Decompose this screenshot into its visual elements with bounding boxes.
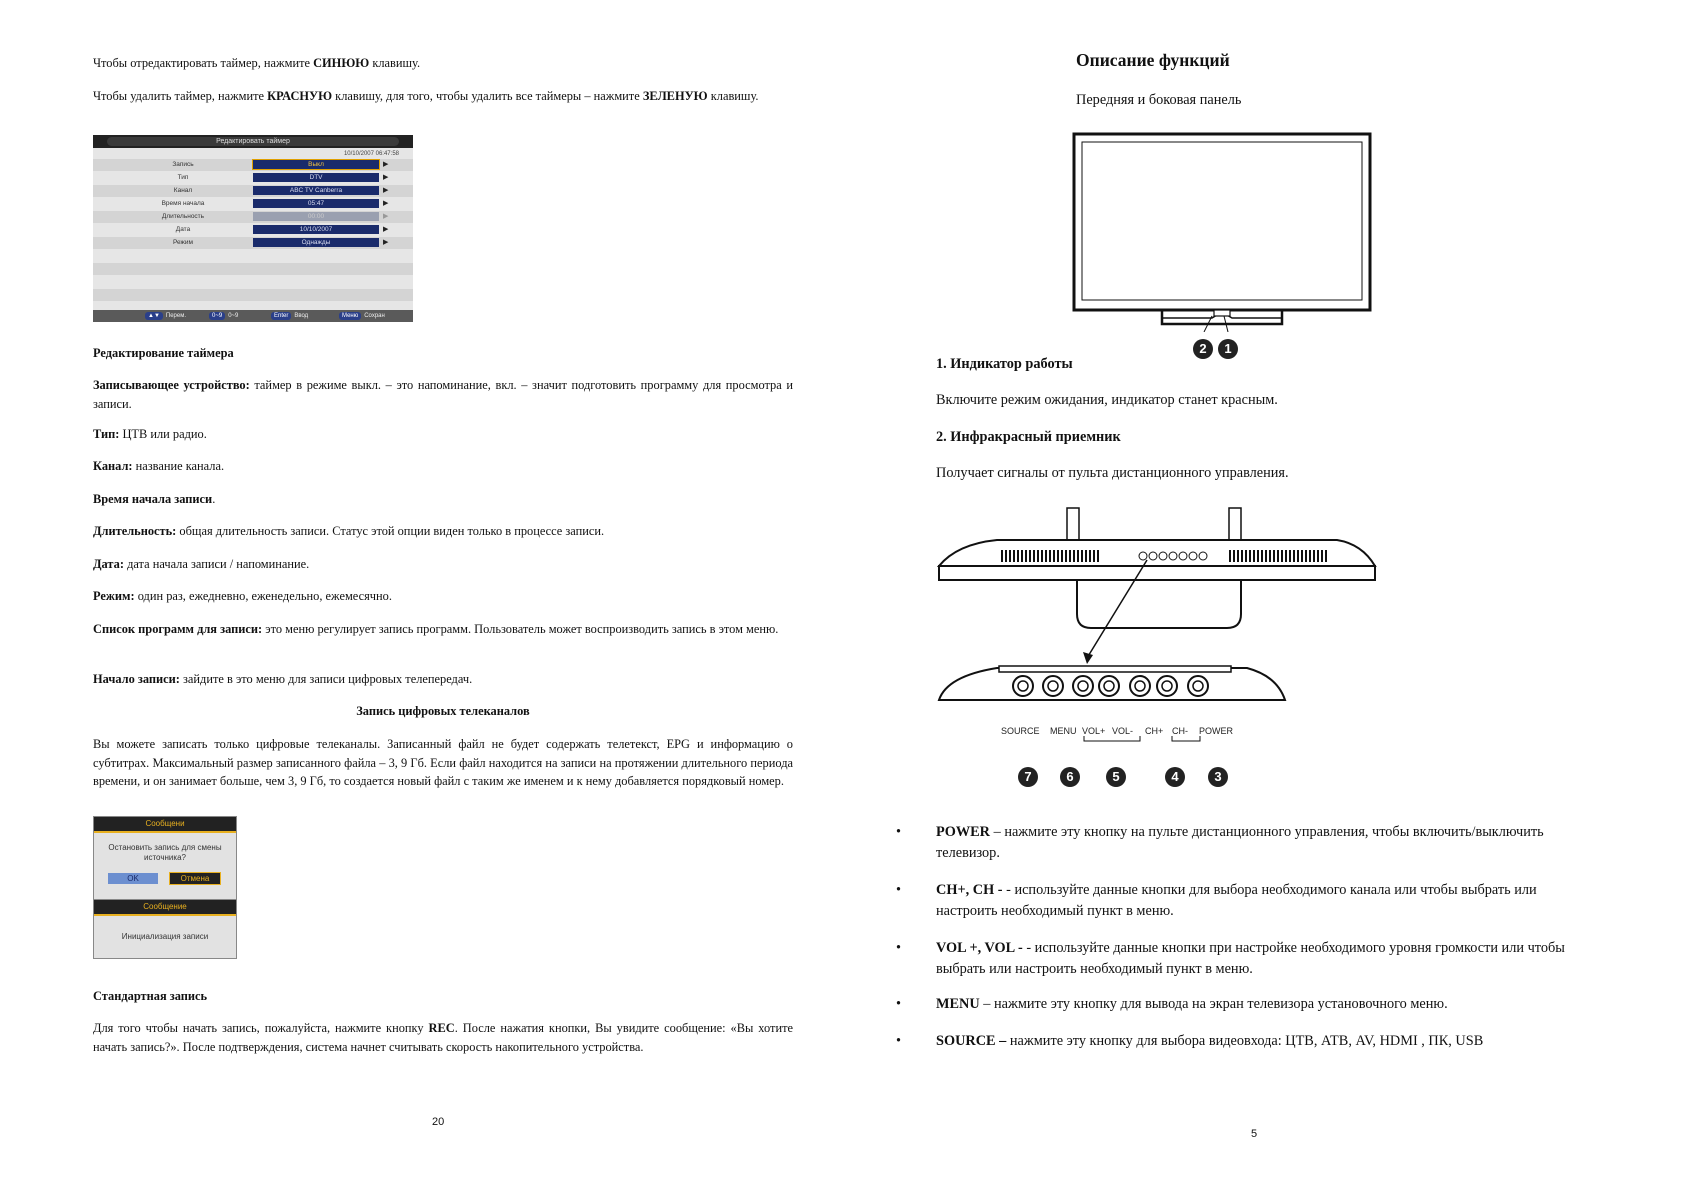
osd-row-label: Режим	[172, 239, 194, 246]
osd-row-value: 10/10/2007	[253, 225, 379, 234]
heading-standard-recording: Стандартная запись	[93, 989, 208, 1003]
osd-row-label: Длительность	[161, 213, 205, 220]
item-recorder: Записывающее устройство: таймер в режиме выкл. – это напоминание, вкл. – значит подготовить программу для просмотра и записи.	[93, 378, 793, 411]
arrow-right-icon: ▶	[383, 174, 389, 181]
osd-row	[93, 198, 413, 210]
dialog-message: Инициализация записи	[121, 932, 209, 941]
heading-ir-receiver: 2. Инфракрасный приемник	[936, 429, 1121, 445]
callout-2: 2	[1193, 339, 1213, 359]
page-title: Описание функций	[1076, 50, 1230, 70]
item-type: Тип: ЦТВ или радио.	[93, 427, 207, 441]
osd-row-value: ABC TV Canberra	[253, 186, 379, 195]
osd-row-value: 05:47	[253, 199, 379, 208]
bullet-icon: •	[896, 824, 902, 840]
osd-row-label: Время начала	[161, 200, 205, 207]
init-recording-dialog	[93, 899, 237, 959]
callout-3: 3	[1208, 767, 1228, 787]
arrow-right-icon: ▶	[383, 239, 389, 246]
footer-save: Меню Сохран	[339, 312, 385, 320]
dialog-buttons	[94, 873, 236, 887]
osd-row-label: Тип	[177, 174, 189, 181]
cancel-button[interactable]: Отмена	[170, 873, 220, 884]
label-power: POWER	[1199, 726, 1234, 736]
bullet-power: • POWER – нажмите эту кнопку на пульте дистанционного управления, чтобы включить/выключить телевизор.	[896, 824, 1544, 861]
footer-digits: 0~9 0~9	[209, 312, 238, 320]
osd-row	[93, 185, 413, 197]
dialog-title: Сообщени	[94, 817, 236, 833]
osd-row-label: Запись	[172, 161, 194, 168]
item-duration: Длительность: общая длительность записи. Статус этой опции виден только в процессе записи.	[93, 524, 605, 538]
osd-row	[93, 159, 413, 171]
footer-enter: Enter Ввод	[271, 312, 308, 320]
arrow-right-icon: ▶	[383, 226, 389, 233]
bullet-icon: •	[896, 882, 902, 898]
paragraph-standard-recording: Для того чтобы начать запись, пожалуйста, нажмите кнопку REC. После нажатия кнопки, Вы увидите сообщение: «Вы хотите начать запись?». После подтверждения, система начнет считывать скорость накопительного устройства.	[93, 1021, 793, 1054]
item-mode: Режим: один раз, ежедневно, еженедельно, ежемесячно.	[93, 589, 392, 603]
osd-empty-row	[93, 289, 413, 301]
item-date: Дата: дата начала записи / напоминание.	[93, 557, 310, 571]
ok-button[interactable]: OK	[108, 873, 158, 884]
paragraph-delete-timer: Чтобы удалить таймер, нажмите КРАСНУЮ клавишу, для того, чтобы удалить все таймеры – нажмите ЗЕЛЕНУЮ клавишу.	[93, 89, 759, 103]
osd-datetime: 10/10/2007 06:47:58	[343, 151, 399, 157]
osd-empty-row	[93, 276, 413, 288]
osd-row-value: Выкл	[253, 160, 379, 169]
label-ch-minus: CH-	[1172, 726, 1188, 736]
arrow-right-icon: ▶	[383, 200, 389, 207]
item-start-recording: Начало записи: зайдите в это меню для записи цифровых телепередач.	[93, 672, 473, 686]
osd-row	[93, 211, 413, 223]
osd-empty-row	[93, 263, 413, 275]
stop-recording-dialog	[93, 816, 237, 900]
callout-4: 4	[1165, 767, 1185, 787]
paragraph-edit-timer: Чтобы отредактировать таймер, нажмите СИНЮЮ клавишу.	[93, 56, 421, 70]
bullet-icon: •	[896, 996, 902, 1012]
page-number: 5	[1251, 1128, 1258, 1140]
bullet-menu: • MENU – нажмите эту кнопку для вывода на экран телевизора установочного меню.	[936, 994, 1576, 1015]
osd-row-value: DTV	[253, 173, 379, 182]
callout-6: 6	[1060, 767, 1080, 787]
osd-row	[93, 172, 413, 184]
page-subtitle: Передняя и боковая панель	[1076, 92, 1242, 108]
bullet-channel: • CH+, CH - - используйте данные кнопки для выбора необходимого канала или чтобы выбрать или настроить необходимый пункт в меню.	[896, 882, 1537, 919]
osd-title: Редактировать таймер	[107, 137, 399, 146]
item-start-time: Время начала записи.	[93, 492, 216, 506]
heading-digital-recording: Запись цифровых телеканалов	[356, 704, 530, 718]
dialog-title: Сообщение	[94, 900, 236, 916]
footer-move: ▲▼ Перем.	[145, 312, 186, 320]
label-menu: MENU	[1050, 726, 1077, 736]
label-brackets	[1082, 736, 1242, 746]
item-recording-list: Список программ для записи: это меню регулирует запись программ. Пользователь может воспроизводить запись в этом меню.	[93, 622, 779, 636]
right-page	[842, 0, 1684, 1190]
label-ch-plus: CH+	[1145, 726, 1164, 736]
paragraph-digital-recording: Вы можете записать только цифровые телеканалы. Записанный файл не будет содержать телетекст, EPG и информацию о субтитрах. Максимальный размер записанного файла – 3, 9 Гб. Если файл находится на записи на протяжении длительного периода времени, и он занимает больше, чем 3, 9 Гб, то создается новый файл с таким же именем и к нему добавляется порядковый номер.	[93, 737, 793, 788]
bullet-icon: •	[896, 940, 902, 956]
label-source: SOURCE	[1001, 726, 1040, 736]
timer-edit-screenshot	[93, 135, 413, 322]
bullet-volume: • VOL +, VOL - - используйте данные кнопки при настройке необходимого уровня громкости или чтобы выбрать или настроить необходимый пункт в меню.	[896, 940, 1565, 977]
arrow-right-icon: ▶	[383, 187, 389, 194]
osd-row-label: Канал	[173, 187, 193, 194]
heading-power-indicator: 1. Индикатор работы	[936, 356, 1073, 372]
bullet-source: • SOURCE – нажмите эту кнопку для выбора видеовхода: ЦТВ, АТВ, AV, HDMI , ПК, USB	[936, 1031, 1576, 1052]
osd-row-value: Однажды	[253, 238, 379, 247]
tv-side-panel-illustration	[937, 504, 1377, 726]
osd-row-label: Дата	[175, 226, 191, 233]
label-vol-minus: VOL-	[1112, 726, 1134, 736]
osd-row	[93, 237, 413, 249]
label-vol-plus: VOL+	[1082, 726, 1106, 736]
osd-empty-row	[93, 250, 413, 262]
arrow-right-icon: ▶	[383, 213, 389, 220]
paragraph-ir-receiver: Получает сигналы от пульта дистанционного управления.	[936, 465, 1289, 481]
arrow-right-icon: ▶	[383, 161, 389, 168]
item-channel: Канал: название канала.	[93, 459, 225, 473]
osd-footer	[93, 310, 413, 322]
tv-front-illustration	[1072, 132, 1372, 332]
callout-5: 5	[1106, 767, 1126, 787]
osd-header	[93, 135, 413, 148]
osd-row-value: 00:00	[253, 212, 379, 221]
dialog-message: Остановить запись для смены источника?	[108, 843, 222, 862]
bullet-icon: •	[896, 1033, 902, 1049]
paragraph-power-indicator: Включите режим ожидания, индикатор станет красным.	[936, 392, 1278, 408]
callout-7: 7	[1018, 767, 1038, 787]
callout-1: 1	[1218, 339, 1238, 359]
page-number: 20	[432, 1116, 445, 1128]
heading-edit-timer: Редактирование таймера	[93, 346, 234, 360]
osd-row	[93, 224, 413, 236]
